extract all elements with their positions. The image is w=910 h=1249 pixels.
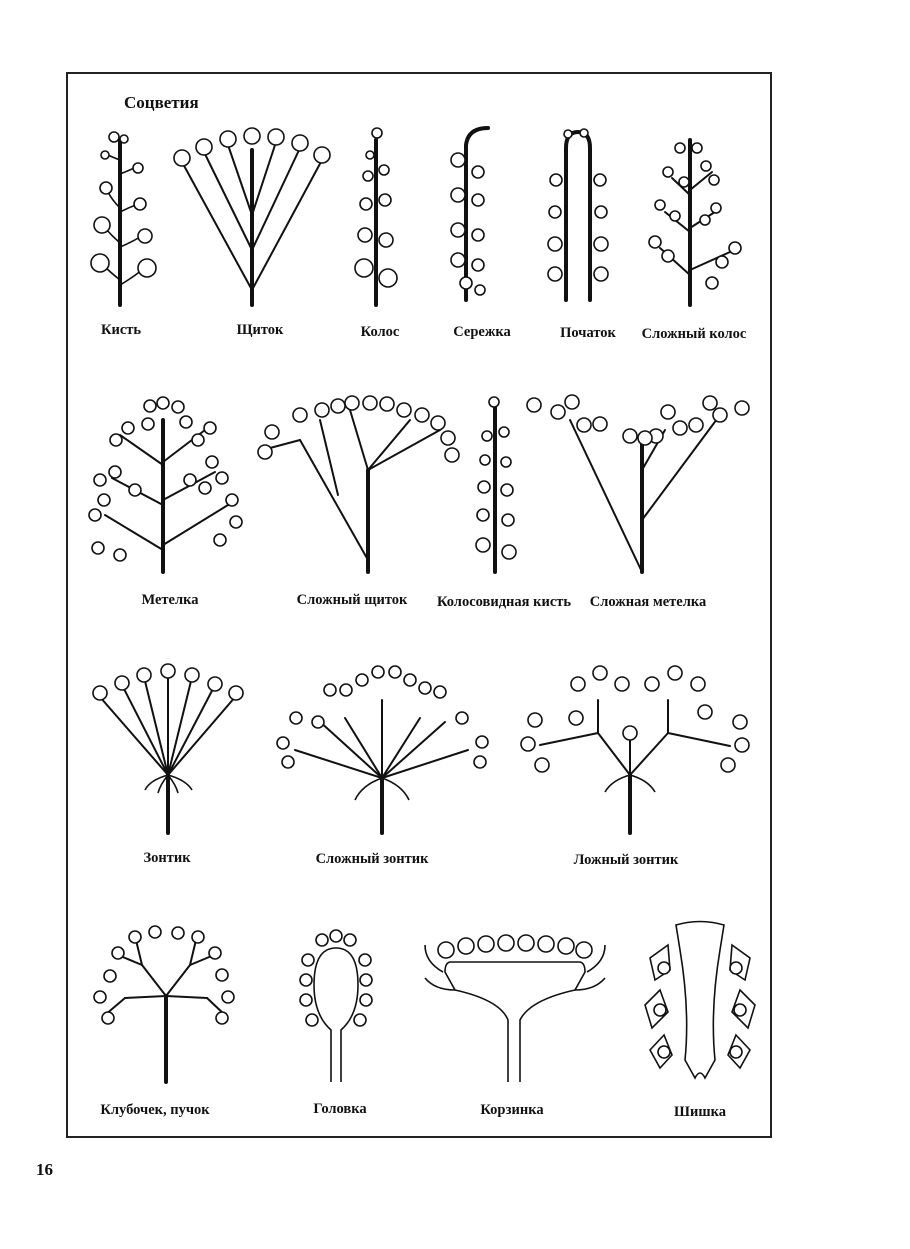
diagram-klubochek bbox=[94, 926, 234, 1082]
label-metelka: Метелка bbox=[141, 592, 199, 608]
label-lozhny-zontik: Ложный зонтик bbox=[573, 852, 679, 868]
label-shishka: Шишка bbox=[674, 1104, 726, 1120]
diagram-slozhny-zontik bbox=[277, 666, 488, 833]
diagram-slozhnaya-metelka bbox=[527, 395, 749, 572]
label-slozhny-shchitok: Сложный щиток bbox=[296, 592, 408, 608]
page-number: 16 bbox=[36, 1160, 53, 1179]
figure-title: Соцветия bbox=[124, 93, 199, 112]
label-shchitok: Щиток bbox=[236, 322, 284, 338]
label-pochatok: Початок bbox=[560, 325, 616, 341]
diagram-kolosovidnaya-kist bbox=[476, 397, 516, 572]
label-korzinka: Корзинка bbox=[480, 1102, 544, 1118]
label-slozhny-zontik: Сложный зонтик bbox=[315, 851, 429, 867]
diagram-kist bbox=[91, 132, 156, 305]
label-klubochek: Клубочек, пучок bbox=[100, 1102, 210, 1118]
diagram-metelka bbox=[89, 397, 242, 572]
diagram-korzinka bbox=[425, 935, 605, 1082]
label-serezhka: Сережка bbox=[453, 324, 511, 340]
diagram-shchitok bbox=[174, 128, 330, 305]
diagram-slozhny-kolos bbox=[649, 140, 741, 305]
label-kist: Кисть bbox=[100, 322, 142, 338]
diagram-zontik bbox=[93, 664, 243, 833]
label-slozhny-kolos: Сложный колос bbox=[641, 326, 747, 342]
diagram-lozhny-zontik bbox=[521, 666, 749, 833]
diagram-slozhny-shchitok bbox=[258, 396, 459, 572]
diagram-pochatok bbox=[548, 129, 608, 300]
label-golovka: Головка bbox=[313, 1101, 367, 1117]
diagram-shishka bbox=[645, 922, 755, 1079]
diagram-kolos bbox=[355, 128, 397, 305]
label-zontik: Зонтик bbox=[143, 850, 191, 866]
label-slozhnaya-metelka: Сложная метелка bbox=[589, 594, 707, 610]
label-kolosovidnaya-kist: Колосовидная кисть bbox=[436, 594, 572, 610]
diagram-serezhka bbox=[451, 128, 488, 300]
diagram-golovka bbox=[300, 930, 372, 1082]
label-kolos: Колос bbox=[360, 324, 400, 340]
